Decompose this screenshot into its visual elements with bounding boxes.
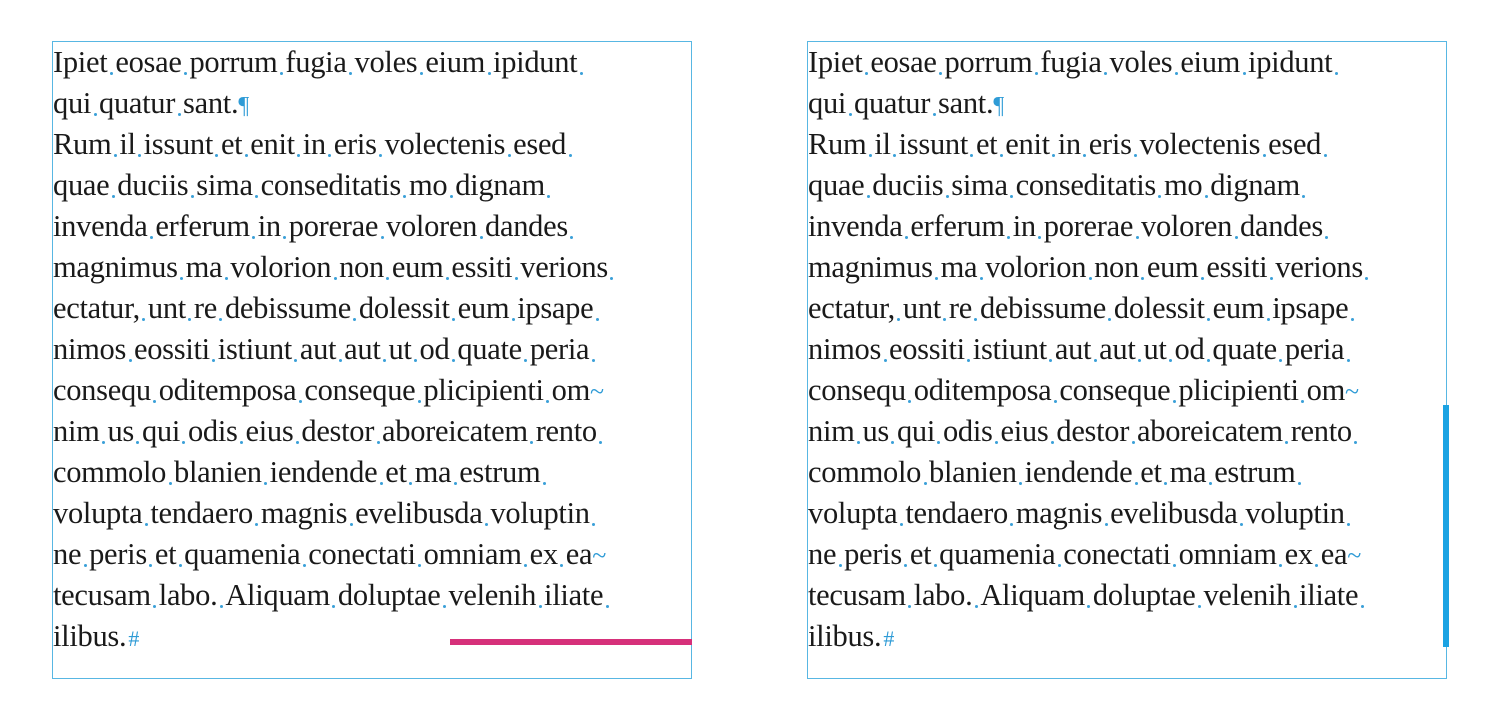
word: in (1012, 209, 1036, 243)
word: nimos (53, 332, 127, 366)
word: issunt (143, 127, 214, 161)
word: Aliquam (980, 578, 1085, 612)
text-line (808, 124, 1468, 165)
word: quamenia (184, 537, 301, 571)
text-line (53, 411, 713, 452)
word: ma (1169, 455, 1207, 489)
word: voloren (386, 209, 478, 243)
text-line (53, 288, 713, 329)
text-line (53, 329, 713, 370)
word: eossiti (134, 332, 210, 366)
word: aut (299, 332, 337, 366)
word: omniam (1178, 537, 1277, 571)
word: conectati (1063, 537, 1171, 571)
text-block-right[interactable] (808, 42, 1468, 657)
word: estrum (459, 455, 541, 489)
word: ipsape (1272, 291, 1349, 325)
word: dandes (485, 209, 568, 243)
word: ectatur, (808, 291, 895, 325)
word: dignam (1210, 168, 1300, 202)
text-line (53, 370, 713, 411)
word: estrum (1214, 455, 1296, 489)
word: sima (951, 168, 1008, 202)
text-line (808, 165, 1468, 206)
word: ipidunt (1248, 45, 1333, 79)
word: debissume (979, 291, 1106, 325)
word: aut (1054, 332, 1092, 366)
word: unt (902, 291, 941, 325)
word: dolessit (358, 291, 450, 325)
text-line (53, 616, 713, 657)
word: aboreicatem (1137, 414, 1283, 448)
text-line (808, 206, 1468, 247)
text-line (808, 534, 1468, 575)
horizontal-highlight-bar (450, 639, 692, 645)
word: esed (513, 127, 567, 161)
vertical-highlight-bar (1443, 405, 1449, 647)
word: issunt (898, 127, 969, 161)
word: quae (53, 168, 110, 202)
word: mo (1163, 168, 1203, 202)
word: doluptae (1092, 578, 1196, 612)
word: conseque (304, 373, 416, 407)
word: ut (388, 332, 412, 366)
word: iendende (1024, 455, 1133, 489)
word: om~ (1306, 373, 1359, 407)
word: volupta (808, 496, 898, 530)
text-line (53, 124, 713, 165)
word: porerae (288, 209, 379, 243)
word: magnis (1015, 496, 1103, 530)
text-frame-left[interactable] (52, 41, 692, 679)
word: ex (529, 537, 558, 571)
word: ilibus.# (808, 619, 895, 653)
text-block-left[interactable] (53, 42, 713, 657)
word: quatur (99, 86, 176, 120)
word: aut (344, 332, 381, 366)
word: ipsape (517, 291, 594, 325)
word: us (107, 414, 135, 448)
word: nim (53, 414, 100, 448)
word: re (193, 291, 218, 325)
word: conseque (1059, 373, 1171, 407)
text-line (808, 575, 1468, 616)
word: peris (844, 537, 902, 571)
text-line (53, 493, 713, 534)
word: ea~ (565, 537, 607, 571)
word: et (909, 537, 932, 571)
word: eum (457, 291, 510, 325)
word: odis (187, 414, 238, 448)
word: qui (53, 86, 92, 120)
text-line (808, 42, 1468, 83)
word: omniam (423, 537, 522, 571)
word: quate (457, 332, 522, 366)
word: sima (196, 168, 253, 202)
word: destor (301, 414, 375, 448)
text-line (53, 452, 713, 493)
word: dolessit (1113, 291, 1205, 325)
word: porerae (1043, 209, 1134, 243)
word: labo. (913, 578, 973, 612)
word: peria (529, 332, 590, 366)
word: ipidunt (493, 45, 578, 79)
word: voluptin (490, 496, 590, 530)
word: Ipiet (808, 45, 863, 79)
word: invenda (53, 209, 148, 243)
word: in (302, 127, 326, 161)
word: duciis (872, 168, 944, 202)
word: odis (942, 414, 993, 448)
word: non (339, 250, 384, 284)
word: nim (808, 414, 855, 448)
word: unt (147, 291, 186, 325)
word: qui (896, 414, 936, 448)
word: destor (1056, 414, 1130, 448)
word: quamenia (939, 537, 1056, 571)
text-line (808, 329, 1468, 370)
word: volupta (53, 496, 143, 530)
word: velenih (1203, 578, 1292, 612)
word: sant.¶ (938, 86, 1004, 120)
word: voles (354, 45, 418, 79)
word: enit (250, 127, 295, 161)
word: iliate (1299, 578, 1359, 612)
word: od (419, 332, 450, 366)
word: ectatur, (53, 291, 140, 325)
word: ex (1284, 537, 1313, 571)
word: volectenis (1139, 127, 1261, 161)
word: erferum (910, 209, 1005, 243)
word: non (1094, 250, 1139, 284)
word: conseditatis (1015, 168, 1157, 202)
word: iendende (269, 455, 378, 489)
word: eosae (115, 45, 182, 79)
word: Aliquam (225, 578, 330, 612)
word: eossiti (889, 332, 965, 366)
text-frame-right[interactable] (807, 41, 1447, 679)
word: oditemposa (913, 373, 1052, 407)
word: om~ (551, 373, 604, 407)
word: eius (245, 414, 294, 448)
word: Rum (53, 127, 112, 161)
word: mo (408, 168, 448, 202)
word: et (220, 127, 243, 161)
word: eium (425, 45, 486, 79)
word: ut (1143, 332, 1167, 366)
word: dignam (455, 168, 545, 202)
word: blanien (174, 455, 262, 489)
word: oditemposa (158, 373, 297, 407)
word: volorion (230, 250, 332, 284)
word: magnimus (53, 250, 178, 284)
word: essiti (1206, 250, 1268, 284)
word: et (154, 537, 177, 571)
word: velenih (448, 578, 537, 612)
word: eius (1000, 414, 1049, 448)
word: fugia (285, 45, 347, 79)
word: tecusam (53, 578, 151, 612)
word: erferum (155, 209, 250, 243)
word: volorion (985, 250, 1087, 284)
word: aboreicatem (382, 414, 528, 448)
word: commolo (808, 455, 922, 489)
word: consequ (53, 373, 151, 407)
word: et (385, 455, 407, 489)
text-line (808, 616, 1468, 657)
text-line (808, 370, 1468, 411)
word: eosae (870, 45, 937, 79)
text-line (808, 411, 1468, 452)
word: tecusam (808, 578, 906, 612)
text-line (808, 452, 1468, 493)
word: esed (1268, 127, 1322, 161)
word: duciis (117, 168, 189, 202)
word: et (975, 127, 998, 161)
word: eum (1212, 291, 1265, 325)
word: porrum (189, 45, 278, 79)
word: ma (940, 250, 978, 284)
word: fugia (1040, 45, 1102, 79)
word: peria (1284, 332, 1345, 366)
text-line (53, 206, 713, 247)
text-line (53, 165, 713, 206)
word: tendaero (150, 496, 253, 530)
word: eium (1180, 45, 1241, 79)
word: enit (1005, 127, 1050, 161)
word: quae (808, 168, 865, 202)
word: ea~ (1320, 537, 1362, 571)
word: evelibusda (1110, 496, 1238, 530)
word: sant.¶ (183, 86, 249, 120)
word: tendaero (905, 496, 1008, 530)
word: istiunt (217, 332, 292, 366)
word: invenda (808, 209, 903, 243)
word: et (1140, 455, 1162, 489)
text-line (808, 247, 1468, 288)
text-line (53, 247, 713, 288)
text-line (53, 575, 713, 616)
word: conectati (308, 537, 416, 571)
word: od (1174, 332, 1205, 366)
word: conseditatis (260, 168, 402, 202)
word: qui (141, 414, 181, 448)
word: ma (185, 250, 223, 284)
word: rento (535, 414, 597, 448)
word: qui (808, 86, 847, 120)
word: aut (1099, 332, 1136, 366)
word: magnimus (808, 250, 933, 284)
word: ne (53, 537, 82, 571)
word: consequ (808, 373, 906, 407)
text-line (808, 493, 1468, 534)
word: essiti (451, 250, 513, 284)
word: eris (333, 127, 377, 161)
word: re (948, 291, 973, 325)
word: quate (1212, 332, 1277, 366)
word: plicipienti (1178, 373, 1299, 407)
word: ma (414, 455, 452, 489)
word: verions (520, 250, 608, 284)
word: ilibus.# (53, 619, 140, 653)
word: voloren (1141, 209, 1233, 243)
text-line (53, 83, 713, 124)
text-line (808, 83, 1468, 124)
word: quatur (854, 86, 931, 120)
word: volectenis (384, 127, 506, 161)
word: istiunt (972, 332, 1047, 366)
word: commolo (53, 455, 167, 489)
word: in (1057, 127, 1081, 161)
word: eum (1146, 250, 1199, 284)
word: voles (1109, 45, 1173, 79)
word: blanien (929, 455, 1017, 489)
word: eris (1088, 127, 1132, 161)
word: doluptae (337, 578, 441, 612)
word: evelibusda (355, 496, 483, 530)
word: il (874, 127, 891, 161)
word: Rum (808, 127, 867, 161)
word: in (257, 209, 281, 243)
word: us (862, 414, 890, 448)
word: labo. (158, 578, 218, 612)
word: il (119, 127, 136, 161)
word: nimos (808, 332, 882, 366)
word: debissume (224, 291, 351, 325)
word: ne (808, 537, 837, 571)
text-line (808, 288, 1468, 329)
text-line (53, 534, 713, 575)
word: dandes (1240, 209, 1323, 243)
word: Ipiet (53, 45, 108, 79)
word: voluptin (1245, 496, 1345, 530)
word: rento (1290, 414, 1352, 448)
word: plicipienti (423, 373, 544, 407)
word: eum (391, 250, 444, 284)
word: verions (1275, 250, 1363, 284)
text-line (53, 42, 713, 83)
word: iliate (544, 578, 604, 612)
word: peris (89, 537, 147, 571)
word: porrum (944, 45, 1033, 79)
word: magnis (260, 496, 348, 530)
